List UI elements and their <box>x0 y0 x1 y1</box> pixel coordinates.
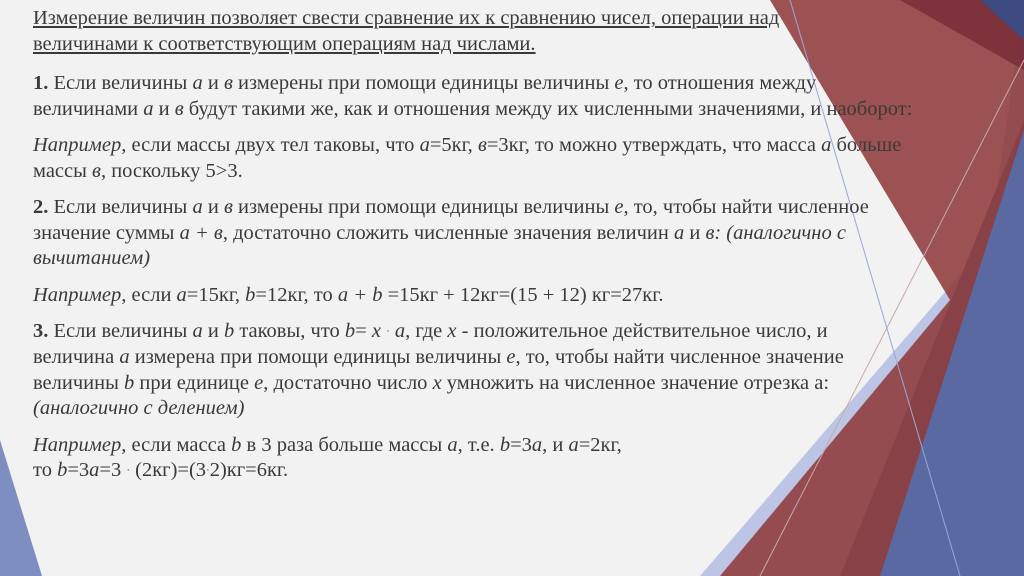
example-3: Например, если масса b в 3 раза больше массы а, т.е. b=3а, и а=2кг, то b=3а=3 · (2кг)=(3·2)кг=6кг. <box>33 433 622 482</box>
intro-paragraph: Измерение величин позволяет свести сравнение их к сравнению чисел, операции над величинами к соответствующим операциям над числами. <box>33 7 780 55</box>
rule-1: 1. Если величины а и в измерены при помощи единицы величины е, то отношения между величинами а и в будут такими же, как и отношения между их численными значениями, и наоборот: <box>33 72 913 120</box>
slide-content <box>33 6 913 484</box>
rule-2: 2. Если величины а и в измерены при помощи единицы величины е, то, чтобы найти численное значение суммы а + в, достаточно сложить численные значения величин а и в: (аналогично с вычитанием) <box>33 196 869 269</box>
rule-3: 3. Если величины а и b таковы, что b= x · а, где x - положительное действительное число, и величина а измерена при помощи единицы величины е, то, чтобы найти численное значение величины b при единице е, достаточно число x умножить на численное значение отрезка а: (аналогично с делением) <box>33 320 844 420</box>
example-1: Например, если массы двух тел таковы, что а=5кг, в=3кг, то можно утверждать, что масса а больше массы в, поскольку 5>3. <box>33 134 902 182</box>
example-2: Например, если а=15кг, b=12кг, то а + b =15кг + 12кг=(15 + 12) кг=27кг. <box>33 283 664 306</box>
